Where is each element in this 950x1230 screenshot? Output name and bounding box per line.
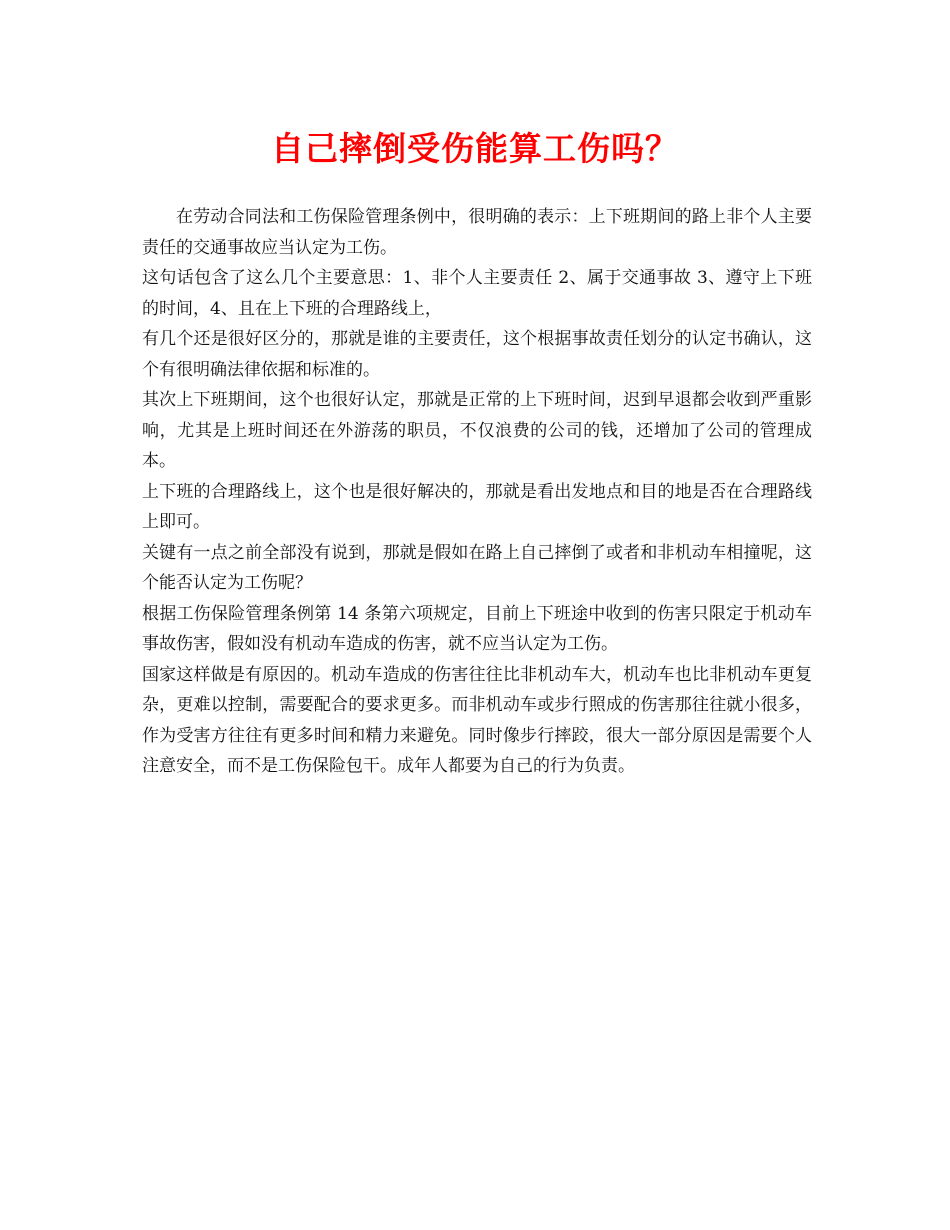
document-title: 自己摔倒受伤能算工伤吗？ <box>271 129 679 168</box>
document-body <box>142 202 812 782</box>
paragraph-key-question: 关键有一点之前全部没有说到，那就是假如在路上自己摔倒了或者和非机动车相撞呢，这个能否认定为工伤呢？ <box>142 542 812 593</box>
paragraph-commute-route: 上下班的合理路线上，这个也是很好解决的，那就是看出发地点和目的地是否在合理路线上即可。 <box>142 481 812 532</box>
paragraph-main-points: 这句话包含了这么几个主要意思：1、非个人主要责任 2、属于交通事故 3、遵守上下班的时间，4、且在上下班的合理路线上， <box>142 268 812 319</box>
paragraph-responsibility: 有几个还是很好区分的，那就是谁的主要责任，这个根据事故责任划分的认定书确认，这个有很明确法律依据和标准的。 <box>142 329 812 380</box>
paragraph-reasoning: 国家这样做是有原因的。机动车造成的伤害往往比非机动车大，机动车也比非机动车更复杂，更难以控制，需要配合的要求更多。而非机动车或步行照成的伤害那往往就小很多，作为受害方往往有更多时间和精力来避免。同时像步行摔跤，很大一部分原因是需要个人注意安全，而不是工伤保险包干。成年人都要为自己的行为负责。 <box>142 664 812 776</box>
paragraph-commute-time: 其次上下班期间，这个也很好认定，那就是正常的上下班时间，迟到早退都会收到严重影响，尤其是上班时间还在外游荡的职员，不仅浪费的公司的钱，还增加了公司的管理成本。 <box>142 390 812 471</box>
paragraph-intro: 在劳动合同法和工伤保险管理条例中，很明确的表示：上下班期间的路上非个人主要责任的交通事故应当认定为工伤。 <box>142 207 812 258</box>
paragraph-regulation: 根据工伤保险管理条例第 14 条第六项规定，目前上下班途中收到的伤害只限定于机动车事故伤害，假如没有机动车造成的伤害，就不应当认定为工伤。 <box>142 603 812 654</box>
